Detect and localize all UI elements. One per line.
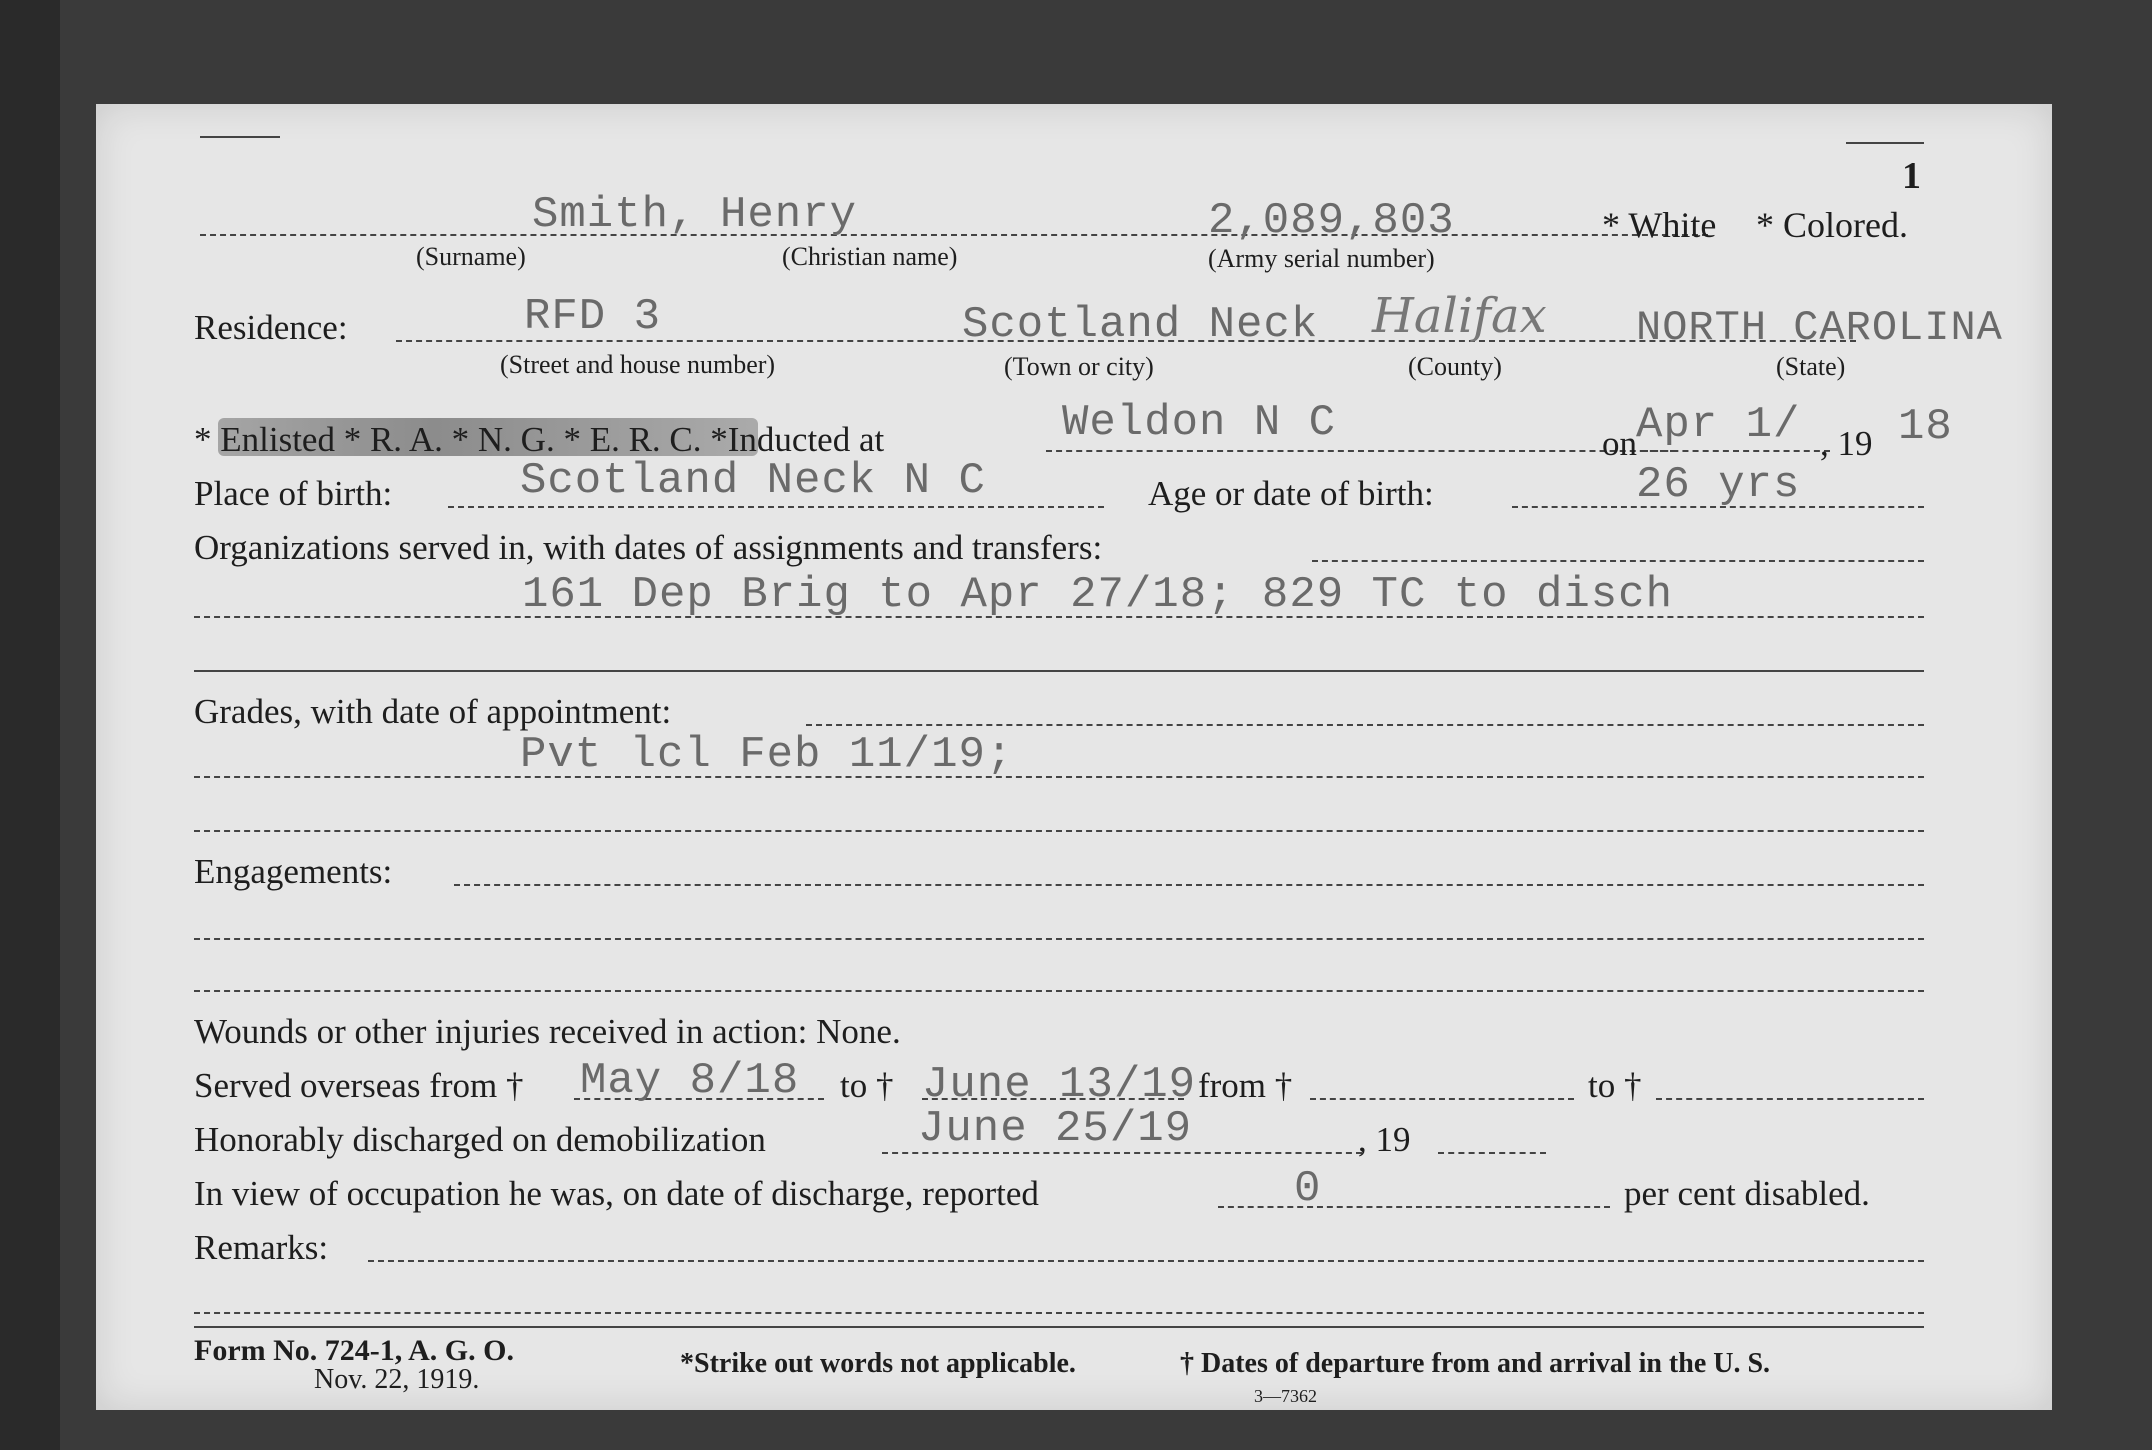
grades-line-1 [194, 776, 1924, 778]
top-right-rule [1846, 142, 1924, 144]
state-caption: (State) [1776, 352, 1846, 381]
name-line [200, 234, 1708, 236]
surname-value: Smith, [532, 190, 697, 240]
induction-place-value: Weldon N C [1062, 398, 1337, 448]
christian-name-caption: (Christian name) [782, 242, 958, 271]
organizations-value: 161 Dep Brig to Apr 27/18; 829 TC to disch [522, 570, 1673, 620]
scan-background [0, 0, 60, 1450]
engagements-label: Engagements: [194, 852, 393, 891]
residence-label: Residence: [194, 308, 348, 347]
age-label: Age or date of birth: [1148, 474, 1434, 513]
induction-year-prefix: , 19 [1820, 424, 1873, 463]
disability-suffix: per cent disabled. [1624, 1174, 1870, 1213]
overseas-from2-label: from † [1198, 1066, 1293, 1105]
overseas-from2-line [1310, 1098, 1574, 1100]
white-label: * White [1602, 205, 1717, 245]
induction-label: * Enlisted * R. A. * N. G. * E. R. C. *Inducted at [194, 420, 885, 459]
card-number: 1 [1902, 155, 1921, 197]
discharge-label: Honorably discharged on demobilization [194, 1120, 766, 1159]
service-record-card [96, 104, 2052, 1410]
discharge-year-prefix: , 19 [1358, 1120, 1411, 1159]
overseas-to-label: to † [840, 1066, 894, 1105]
age-value: 26 yrs [1636, 460, 1801, 510]
remarks-line-1 [194, 1312, 1924, 1314]
organizations-line-2 [194, 670, 1924, 672]
induction-year-value: 18 [1898, 402, 1953, 452]
county-caption: (County) [1408, 352, 1502, 381]
surname-caption: (Surname) [416, 242, 526, 271]
organizations-label: Organizations served in, with dates of assignments and transfers: [194, 528, 1103, 567]
induction-place-line [1046, 450, 1676, 452]
overseas-to2-line [1656, 1098, 1924, 1100]
grades-line-0 [806, 724, 1924, 726]
organizations-line-0 [1312, 560, 1924, 562]
dates-note: † Dates of departure from and arrival in the U. S. [1180, 1348, 1771, 1379]
discharge-date-value: June 25/19 [918, 1104, 1193, 1154]
induction-date-value: Apr 1/ [1636, 400, 1801, 450]
discharge-year-line [1438, 1152, 1546, 1154]
street-value: RFD 3 [524, 292, 662, 342]
birth-place-value: Scotland Neck N C [520, 456, 986, 506]
disability-value: 0 [1294, 1164, 1322, 1214]
remarks-line-0 [368, 1260, 1924, 1262]
disability-line [1218, 1206, 1610, 1208]
town-caption: (Town or city) [1004, 352, 1154, 381]
strike-note: *Strike out words not applicable. [680, 1348, 1076, 1379]
overseas-to2-label: to † [1588, 1066, 1642, 1105]
town-value: Scotland Neck [962, 300, 1319, 350]
christian-name-value: Henry [720, 190, 858, 240]
grades-value: Pvt lcl Feb 11/19; [520, 730, 1014, 780]
serial-number-value: 2,089,803 [1208, 196, 1455, 246]
birth-place-line [448, 506, 1104, 508]
birth-place-label: Place of birth: [194, 474, 393, 513]
county-value: Halifax [1372, 288, 1547, 344]
street-caption: (Street and house number) [500, 350, 776, 379]
remarks-label: Remarks: [194, 1228, 329, 1267]
overseas-label: Served overseas from † [194, 1066, 524, 1105]
grades-line-2 [194, 830, 1924, 832]
top-left-rule [200, 136, 280, 138]
disability-label: In view of occupation he was, on date of discharge, reported [194, 1174, 1039, 1213]
wounds-text: Wounds or other injuries received in action: None. [194, 1012, 901, 1051]
engagements-line-2 [194, 990, 1924, 992]
induction-date-line [1642, 450, 1830, 452]
induction-on-label: on [1602, 424, 1637, 463]
engagements-line-1 [194, 938, 1924, 940]
print-code: 3—7362 [1254, 1386, 1317, 1406]
state-value: NORTH CAROLINA [1636, 304, 2003, 352]
overseas-to-value: June 13/19 [922, 1060, 1197, 1110]
grades-label: Grades, with date of appointment: [194, 692, 672, 731]
form-date: Nov. 22, 1919. [314, 1364, 480, 1395]
engagements-line-0 [454, 884, 1924, 886]
serial-number-caption: (Army serial number) [1208, 244, 1435, 273]
footer-rule [194, 1326, 1924, 1328]
colored-label: * Colored. [1756, 205, 1908, 245]
overseas-from-value: May 8/18 [580, 1056, 800, 1106]
form-number: Form No. 724-1, A. G. O. [194, 1334, 514, 1367]
